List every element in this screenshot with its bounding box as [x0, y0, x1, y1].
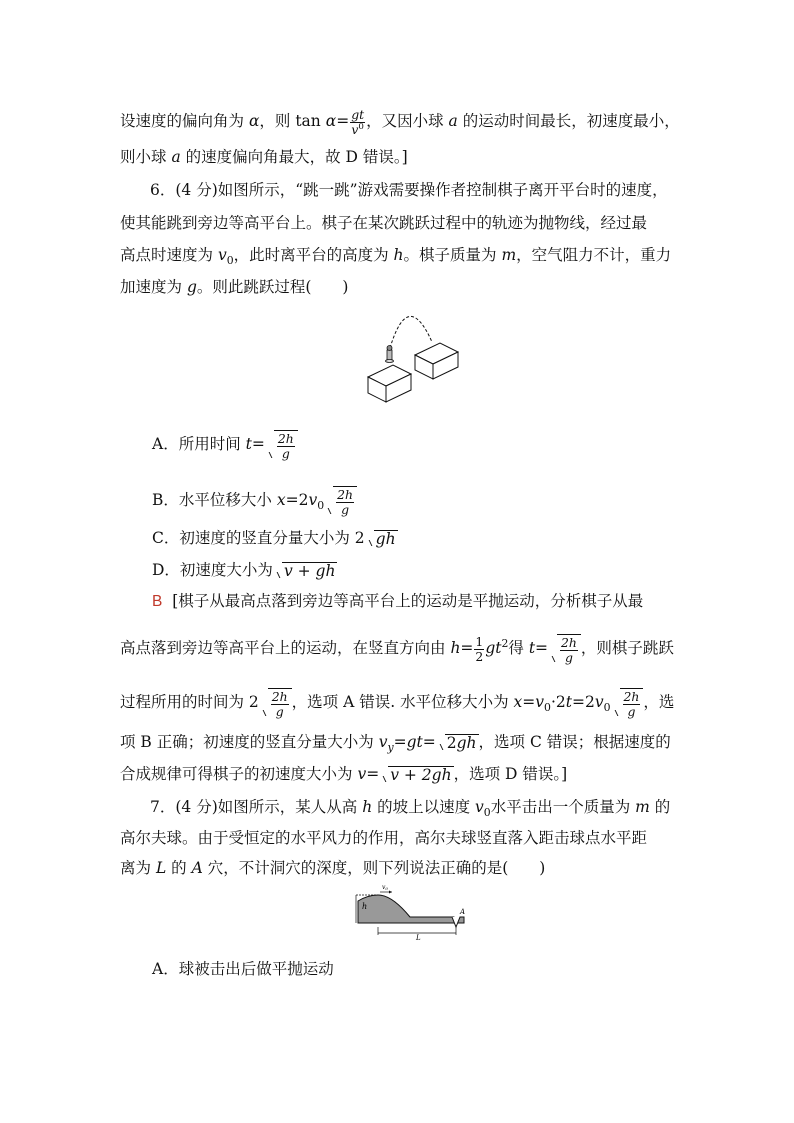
text: 穴，不计洞穴的深度，则下列说法正确的是( )	[202, 859, 546, 877]
A-symbol: A	[191, 859, 203, 877]
q6-option-d[interactable]	[152, 562, 712, 580]
frac-den: g	[275, 703, 284, 719]
text: =2	[285, 491, 309, 510]
v0-symbol: v	[594, 693, 604, 712]
frac-den: g	[565, 649, 573, 665]
v0-sub: 0	[603, 701, 611, 715]
radicand: gh	[456, 734, 477, 752]
sqrt-2h-over-g	[265, 430, 298, 460]
q6-stem-line-1: 6．(4 分)如图所示，“跳一跳”游戏需要操作者控制棋子离开平台时的速度，	[150, 181, 668, 199]
q5-line-2	[120, 150, 680, 166]
x-symbol: x	[513, 693, 523, 712]
left-platform	[368, 365, 411, 402]
text: ，则棋子跳跃	[580, 639, 674, 658]
radicand: v + 2gh	[390, 766, 452, 784]
q6-option-a[interactable]	[152, 430, 712, 460]
v0-symbol: v	[217, 246, 227, 264]
frac-den: g	[341, 501, 350, 517]
text: 的运动时间最长，初速度最小，	[457, 112, 680, 131]
frac-num: 2h	[337, 487, 353, 502]
text: ，空气阻力不计，重力	[516, 246, 672, 264]
x-symbol: x	[276, 491, 286, 510]
text: ·2	[550, 693, 566, 712]
text: =	[366, 764, 380, 783]
m-symbol: m	[501, 246, 517, 264]
text: ，选项 D 错误。]	[453, 764, 568, 783]
text: 的速度偏向角最大，故 D 错误。]	[180, 148, 408, 166]
text: ，则 tan	[259, 112, 326, 131]
text: 的坡上以速度	[372, 798, 476, 816]
v0-arrowhead	[389, 891, 392, 894]
right-platform	[415, 343, 458, 379]
text: [棋子从最高点落到旁边等高平台上的运动是平抛运动，分析棋子从最	[172, 592, 644, 610]
text: A．所用时间	[152, 435, 246, 454]
text: ，又因小球	[366, 112, 449, 131]
q7-option-a[interactable]: A．球被击出后做平抛运动	[152, 960, 334, 978]
sqrt-gh	[365, 530, 398, 548]
text: 7．(4 分)如图所示，某人从高	[150, 798, 363, 816]
text: 的	[649, 798, 671, 816]
radicand: gh	[375, 530, 396, 548]
answer-letter: B	[152, 593, 163, 610]
text: C．初速度的竖直分量大小为 2	[152, 528, 365, 547]
frac-num: 2h	[623, 689, 640, 704]
text: 则小球	[120, 148, 172, 166]
frac-den: g	[627, 703, 636, 719]
q6-explanation-line-5	[120, 766, 680, 784]
text: =	[393, 732, 407, 751]
v-symbol: v	[378, 732, 388, 751]
frac-num: 2h	[277, 431, 294, 446]
frac-den-sup: 0	[358, 121, 364, 132]
q6-option-b[interactable]	[152, 486, 712, 516]
radicand: v + gh	[283, 562, 336, 580]
y-sub: y	[387, 740, 394, 754]
h-symbol: h	[393, 246, 404, 264]
q6-stem-line-2: 使其能跳到旁边等高平台上。棋子在某次跳跃过程中的轨迹为抛物线，经过最	[120, 214, 648, 232]
alpha-symbol: α	[325, 112, 337, 131]
text: =	[422, 732, 436, 751]
text: 的	[166, 859, 192, 877]
text: 项 B 正确；初速度的竖直分量大小为	[120, 732, 379, 751]
text: ，选项 A 错误. 水平位移大小为	[291, 693, 514, 712]
h-symbol: h	[362, 798, 373, 816]
q6-explanation-line-1	[152, 594, 712, 610]
t-symbol: t	[245, 435, 252, 454]
text: 高点时速度为	[120, 246, 218, 264]
text: =	[460, 639, 474, 658]
sqrt-2h-over-g	[611, 688, 644, 718]
fraction-gt-over-v0	[350, 108, 365, 136]
text: =2	[571, 693, 595, 712]
chess-piece-icon	[386, 346, 394, 363]
frac-num: 2h	[561, 635, 577, 650]
g-symbol: g	[186, 278, 197, 296]
fig-v0-sub: 0	[385, 886, 388, 891]
frac-den: v	[351, 121, 359, 137]
text: =	[522, 693, 536, 712]
alpha-symbol: α	[248, 112, 260, 131]
v0-symbol: v	[475, 798, 484, 816]
fig-v0-label	[382, 884, 388, 891]
q6-explanation-line-3	[120, 688, 680, 718]
text: =	[251, 435, 265, 454]
t-symbol: t	[528, 639, 536, 658]
sqrt-2h-over-g	[259, 688, 292, 718]
fig-A-label: A	[460, 908, 466, 916]
golf-slope-figure	[352, 883, 474, 943]
text: 。棋子质量为	[403, 246, 502, 264]
frac-num: 1	[475, 634, 484, 649]
gt-symbol: gt	[406, 732, 423, 751]
q5-line-1	[120, 108, 680, 136]
text: 。则此跳跃过程( )	[196, 278, 349, 296]
v0-sub: 0	[483, 806, 491, 820]
square-sup: 2	[501, 636, 509, 650]
q7-stem-line-1	[150, 800, 710, 819]
fig-v0-letter: v	[382, 884, 386, 891]
q6-stem-line-3	[120, 248, 680, 267]
sqrt-2h-over-g	[324, 486, 357, 516]
q7-stem-line-3	[120, 861, 680, 877]
text: B．水平位移大小	[152, 491, 277, 510]
text: 高点落到旁边等高平台上的运动，在竖直方向由	[120, 639, 451, 658]
text: 过程所用的时间为 2	[120, 693, 259, 712]
jump-game-figure	[360, 300, 465, 412]
v0-symbol: v	[308, 491, 318, 510]
q6-option-c[interactable]	[152, 530, 712, 548]
text: ，此时离平台的高度为	[233, 246, 394, 264]
v0-sub: 0	[317, 499, 325, 513]
m-symbol: m	[635, 798, 650, 816]
q6-stem-line-4	[120, 280, 680, 296]
text: 加速度为	[120, 278, 187, 296]
text: =	[336, 112, 350, 131]
symbol-a: a	[448, 112, 458, 131]
t-symbol: t	[565, 693, 572, 712]
frac-den: g	[281, 445, 290, 461]
v0-symbol: v	[535, 693, 545, 712]
fig-L-label: L	[416, 934, 421, 942]
sqrt-v-plus-2gh	[379, 766, 453, 784]
symbol-a: a	[171, 148, 181, 166]
text: ，选项 C 错误；根据速度的	[478, 732, 671, 751]
fraction-half	[474, 635, 484, 663]
v0-sub: 0	[226, 254, 234, 268]
text: 得	[508, 639, 529, 658]
text: ，选	[643, 693, 675, 712]
text: 水平击出一个质量为	[490, 798, 636, 816]
trajectory-dashed	[390, 316, 432, 348]
gt-symbol: gt	[485, 639, 502, 658]
text: D．初速度大小为	[152, 560, 273, 579]
fig-h-label: h	[362, 902, 368, 911]
q7-stem-line-2: 高尔夫球。由于受恒定的水平风力的作用，高尔夫球竖直落入距击球点水平距	[120, 829, 648, 847]
h-symbol: h	[450, 639, 461, 658]
v0-sub: 0	[544, 701, 551, 715]
text: 离为	[120, 859, 156, 877]
sqrt-2gh: 2gh	[436, 734, 479, 752]
q6-explanation-line-4	[120, 734, 680, 754]
frac-num: gt	[351, 107, 365, 122]
frac-den: 2	[475, 648, 484, 664]
q6-explanation-line-2	[120, 634, 680, 664]
ground-profile	[358, 895, 464, 925]
L-symbol: L	[155, 859, 167, 877]
text: 合成规律可得棋子的初速度大小为	[120, 764, 358, 783]
frac-num: 2h	[271, 689, 288, 704]
v-symbol: v	[357, 764, 367, 783]
sqrt-2h-over-g	[548, 634, 581, 664]
text: =	[535, 639, 549, 658]
sqrt-v-plus-gh	[273, 562, 338, 580]
text: 设速度的偏向角为	[120, 112, 249, 131]
